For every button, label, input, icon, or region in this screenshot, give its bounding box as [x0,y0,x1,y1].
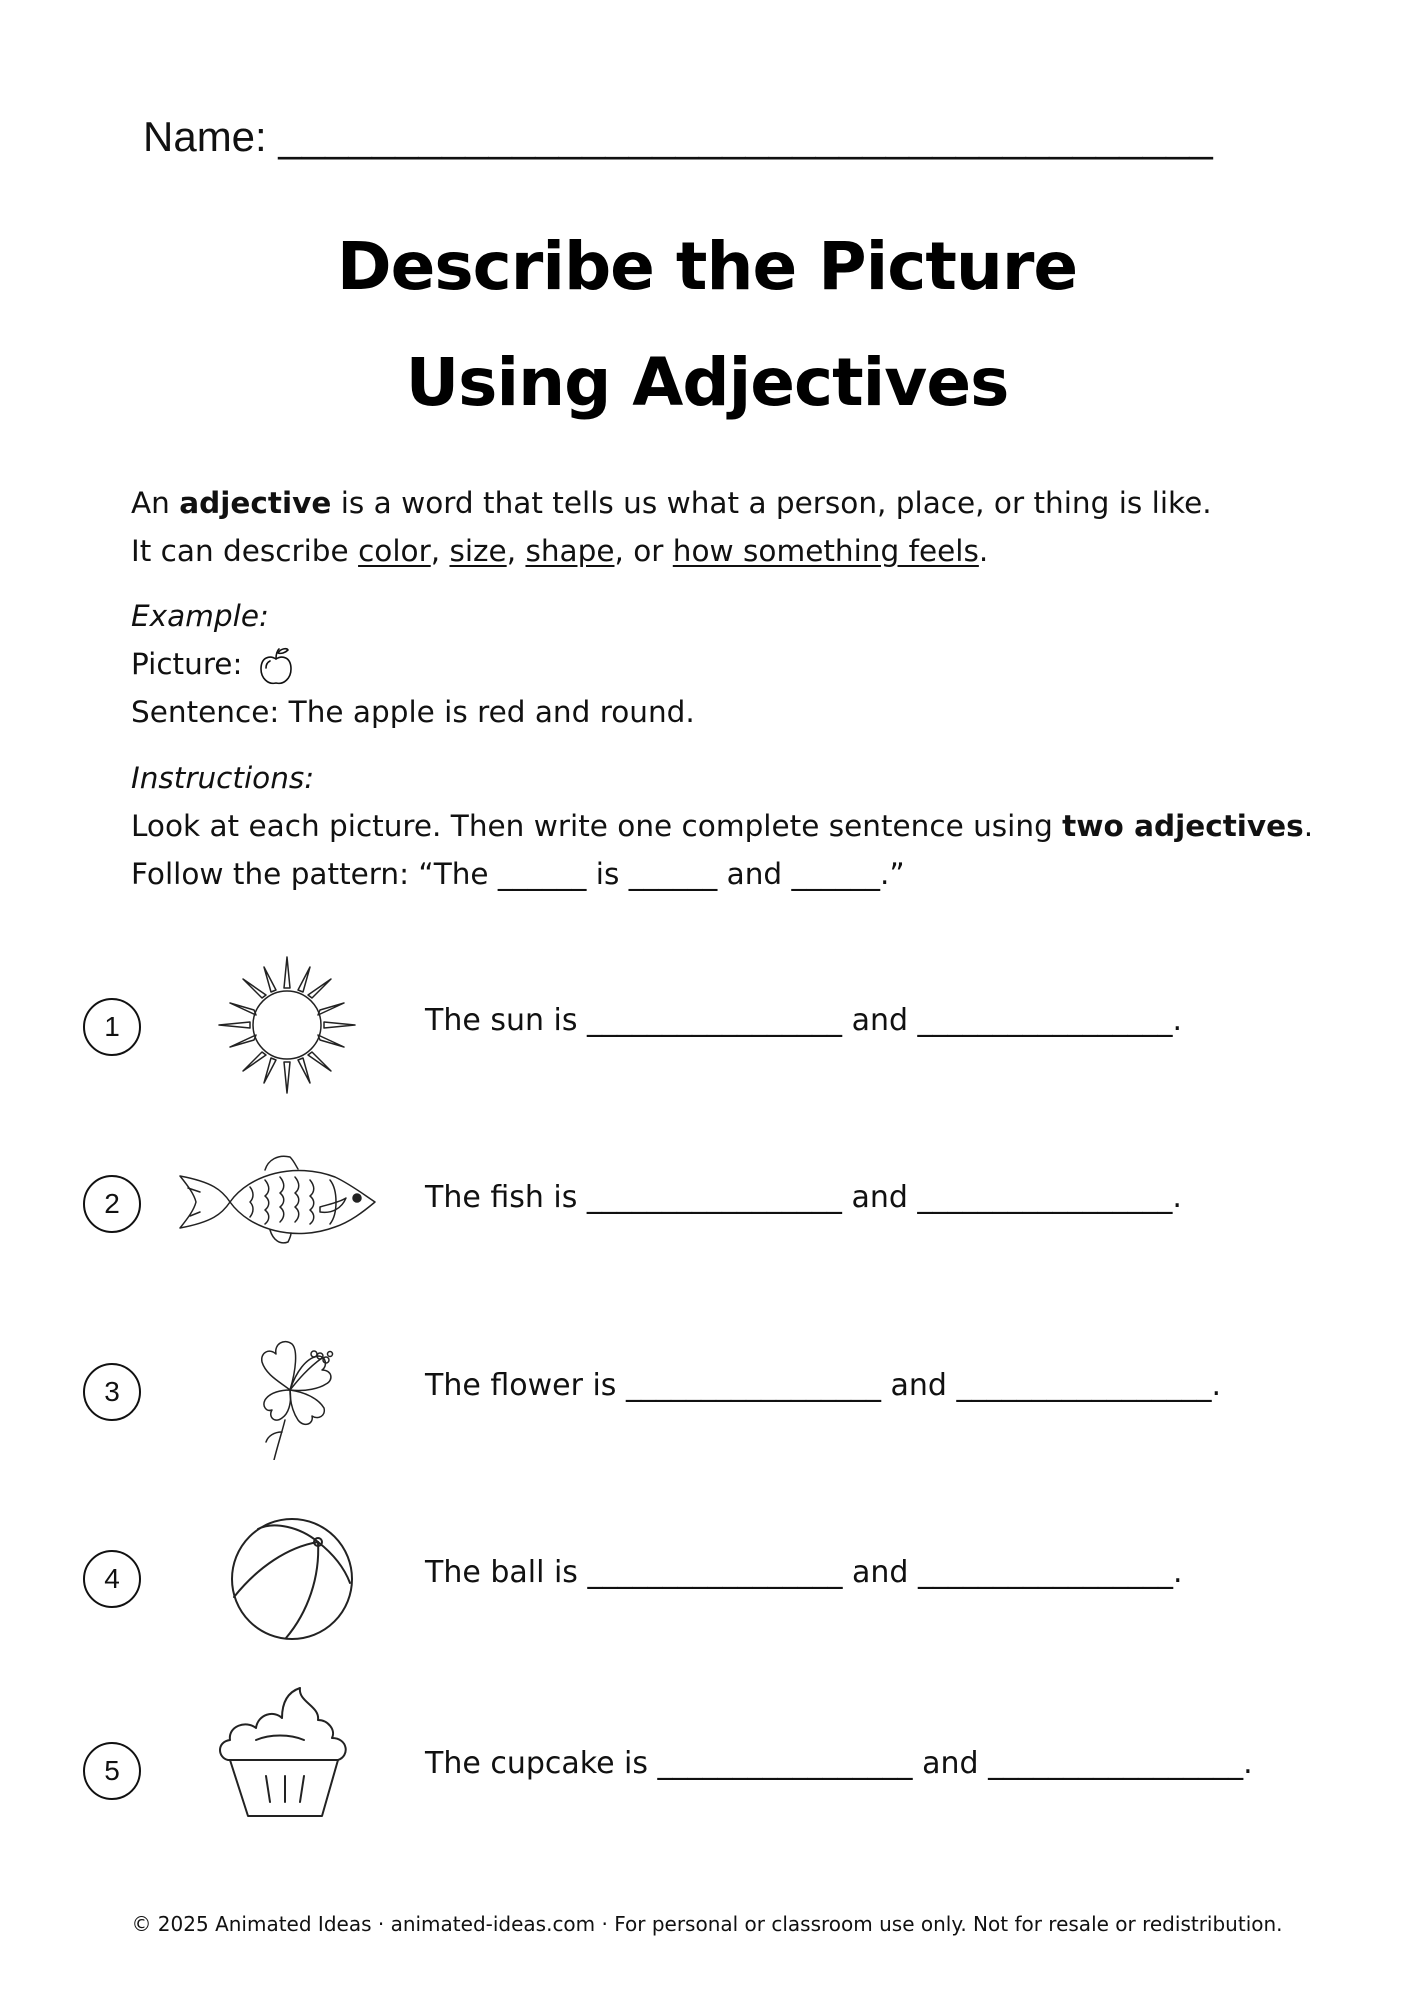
apple-icon [254,644,298,688]
page-title-line-2: Using Adjectives [405,344,1009,421]
footer-copyright: © 2025 Animated Ideas · animated-ideas.com · For personal or classroom use only. Not for resale or redistribution. [131,1912,1283,1936]
item-sentence[interactable]: The cupcake is _________________ and _________________. [425,1746,1253,1781]
instructions-bold: two adjectives [1062,809,1304,843]
item-sentence[interactable]: The ball is _________________ and _________________. [425,1555,1183,1590]
intro-text: , [430,534,450,568]
instructions-heading: Instructions: [131,761,315,795]
fish-icon [170,1132,390,1272]
page-title-line-1: Describe the Picture [336,228,1078,305]
intro-text: , or [614,534,673,568]
instructions-text: . [1303,809,1314,843]
cupcake-icon [170,1680,390,1820]
intro-underline-feels: how something feels [672,534,979,568]
item-number: 4 [83,1550,141,1608]
instructions-pattern: Follow the pattern: “The ______ is ______ and ______.” [131,857,905,891]
intro-paragraph [131,479,1212,575]
intro-text: An [131,486,180,520]
item-number: 2 [83,1175,141,1233]
intro-bold: adjective [179,486,332,520]
intro-text: . [978,534,989,568]
exercise-item-2 [0,1132,1414,1272]
example-section [131,592,695,736]
example-heading: Example: [131,599,269,633]
intro-text: is a word that tells us what a person, place, or thing is like. [331,486,1212,520]
sun-icon [170,955,390,1095]
intro-underline-shape: shape [525,534,615,568]
exercise-item-1 [0,955,1414,1095]
intro-text: , [506,534,526,568]
example-sentence: Sentence: The apple is red and round. [131,695,695,729]
intro-underline-color: color [358,534,431,568]
instructions-text: Look at each picture. Then write one complete sentence using [131,809,1063,843]
item-sentence[interactable]: The fish is _________________ and _________________. [425,1180,1182,1215]
instructions-section [131,754,1313,898]
item-sentence[interactable]: The sun is _________________ and _________________. [425,1003,1183,1038]
item-number: 1 [83,998,141,1056]
item-number: 3 [83,1363,141,1421]
exercise-item-4 [0,1507,1414,1647]
exercise-item-5 [0,1680,1414,1820]
intro-underline-size: size [449,534,507,568]
item-sentence[interactable]: The flower is _________________ and _________________. [425,1368,1221,1403]
name-field[interactable]: Name: ________________________________________ [143,113,1213,160]
ball-icon [170,1507,390,1647]
exercise-item-3 [0,1320,1414,1460]
item-number: 5 [83,1742,141,1800]
intro-text: It can describe [131,534,359,568]
flower-icon [170,1320,390,1460]
example-picture-label: Picture: [131,647,243,681]
